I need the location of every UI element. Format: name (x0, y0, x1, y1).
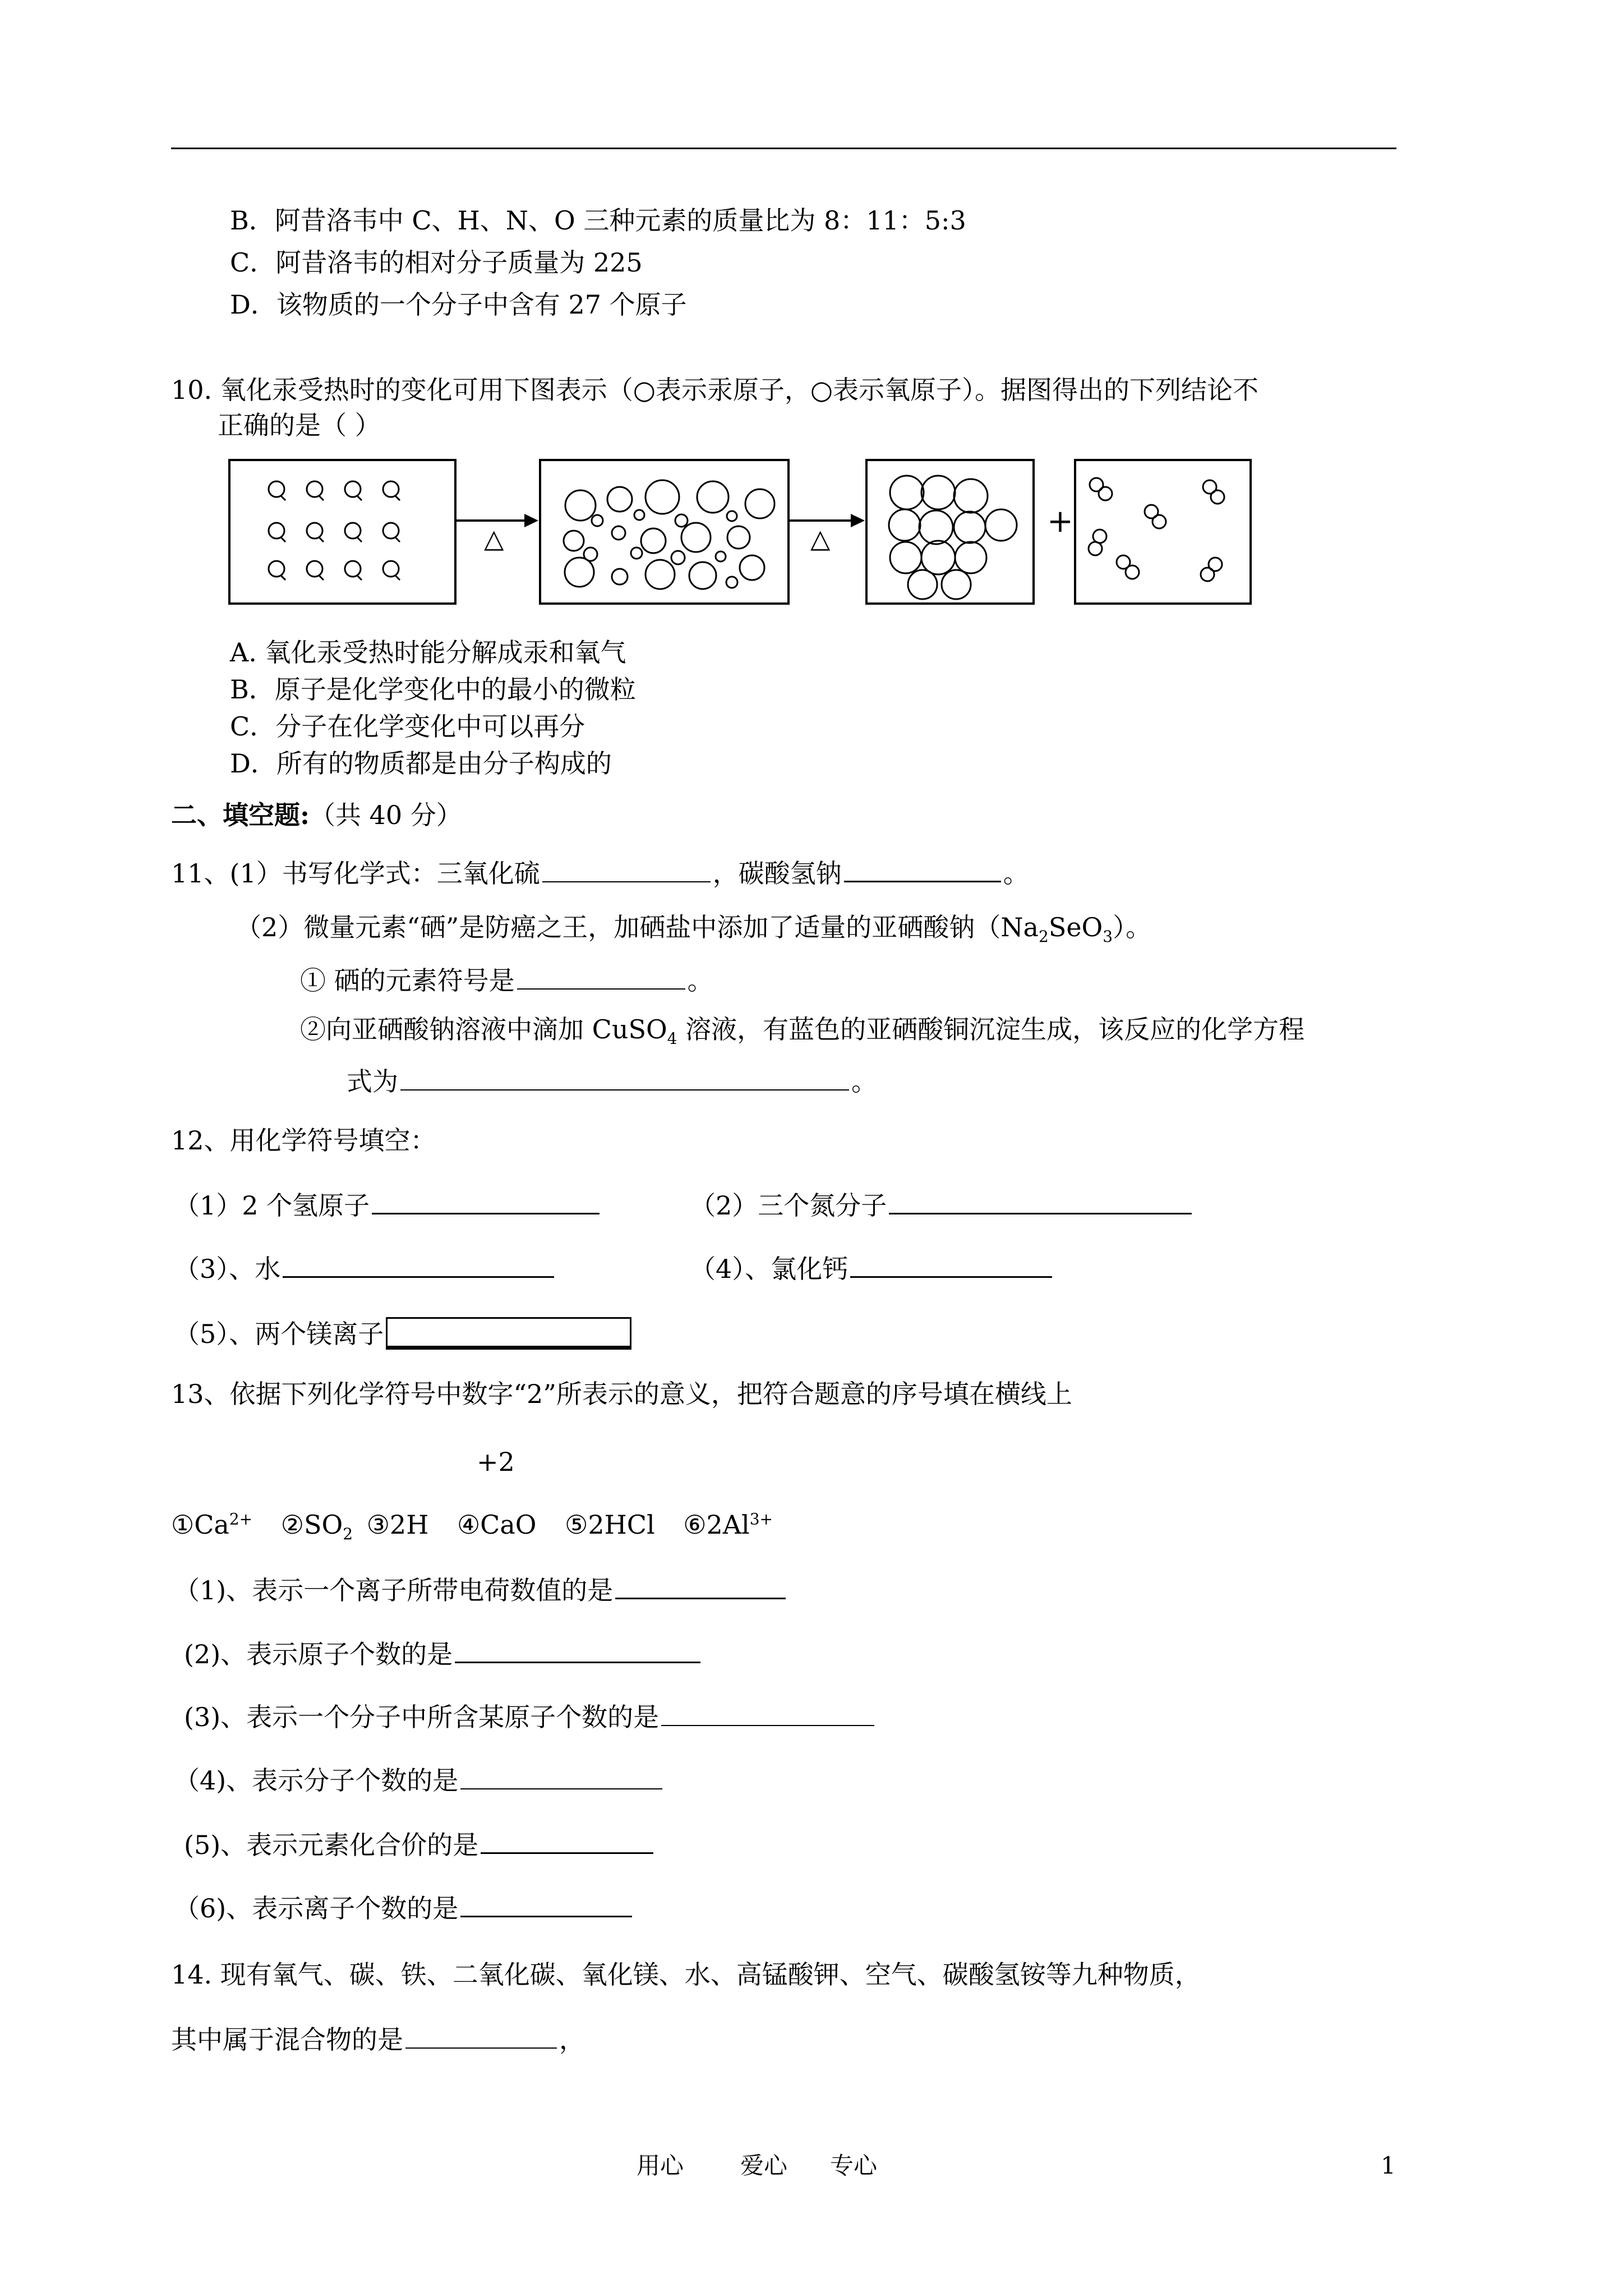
q11-subscript-4: 4 (667, 1029, 677, 1048)
section-score: （共 40 分） (309, 800, 462, 830)
q12-item2-label: （2）三个氮分子 (690, 1190, 887, 1221)
formula-2: ②SO (280, 1510, 343, 1540)
diagram-box-3 (866, 460, 1034, 604)
q11-part2-formula: SeO (1048, 912, 1103, 942)
footer-left: 用心 (637, 2152, 684, 2179)
answer-blank-mixtures[interactable] (405, 2025, 557, 2049)
q12-item5 (174, 1317, 631, 1350)
formula-1-charge: 2+ (229, 1510, 253, 1529)
plus-sign: + (1047, 503, 1073, 540)
answer-blank-equation[interactable] (400, 1067, 849, 1091)
q11-part1-end: 。 (1003, 858, 1029, 889)
q11-sub1 (300, 965, 713, 996)
answer-blank-so3[interactable] (542, 859, 711, 882)
q13-item5-label: (5)、表示元素化合价的是 (184, 1830, 479, 1860)
answer-blank-q13-6[interactable] (460, 1893, 632, 1917)
answer-blank-q13-1[interactable] (615, 1575, 786, 1599)
diagram-box-2 (540, 460, 789, 604)
formula-6: ⑥2Al (683, 1510, 750, 1540)
footer-mid: 爱心 (740, 2152, 788, 2179)
q11-subscript-2: 2 (1038, 927, 1049, 946)
q13-item6 (174, 1893, 634, 1924)
q12-item4 (690, 1254, 1054, 1282)
q13-item3 (184, 1703, 877, 1730)
q11-part1-text: 11、(1）书写化学式：三氧化硫 (171, 858, 540, 889)
answer-blank-nahco3[interactable] (844, 858, 1001, 882)
q14-line2-text: 其中属于混合物的是 (171, 2024, 403, 2055)
q10-stem-line2: 正确的是（ ） (218, 410, 381, 440)
answer-blank-q13-4[interactable] (460, 1766, 662, 1789)
q12-title: 12、用化学符号填空： (171, 1125, 436, 1156)
answer-blank-water[interactable] (283, 1254, 554, 1278)
q11-sub2-text: ②向亚硒酸钠溶液中滴加 CuSO (300, 1014, 667, 1045)
q11-part2-end: ）。 (1113, 912, 1152, 942)
q9-option-d: D．该物质的一个分子中含有 27 个原子 (230, 289, 687, 320)
q13-item4 (174, 1765, 665, 1796)
q13-item3-label: (3)、表示一个分子中所含某原子个数的是 (184, 1702, 660, 1732)
q11-part1-text2: ，碳酸氢钠 (712, 858, 842, 889)
q14-line2 (171, 2025, 585, 2053)
answer-blank-q13-2[interactable] (455, 1639, 700, 1663)
header-rule (171, 148, 1396, 149)
q12-item1 (174, 1190, 602, 1221)
footer-right: 专心 (830, 2152, 878, 2179)
formula-5: ⑤2HCl (565, 1510, 655, 1540)
mercury-oxide-diagram (227, 458, 1253, 609)
q11-sub2 (300, 1014, 1305, 1048)
q11-sub2-text2: 溶液，有蓝色的亚硒酸铜沉淀生成，该反应的化学方程 (677, 1014, 1305, 1045)
q13-item1 (174, 1575, 788, 1603)
formula-3: ③2H (366, 1510, 429, 1540)
q11-sub2-text3: 式为 (347, 1066, 398, 1097)
answer-blank-2h[interactable] (372, 1190, 600, 1214)
q11-sub1-text: ① 硒的元素符号是 (300, 965, 515, 996)
q9-option-b: B．阿昔洛韦中 C、H、N、O 三种元素的质量比为 8：11：5:3 (230, 205, 966, 236)
q10-stem-line1: 10. 氧化汞受热时的变化可用下图表示（○表示汞原子，○表示氧原子）。据图得出的下列结论不 (171, 375, 1259, 405)
q13-title: 13、依据下列化学符号中数字“2”所表示的意义，把符合题意的序号填在横线上 (171, 1379, 1072, 1409)
q12-item3-label: （3）、水 (174, 1254, 281, 1284)
section-heading (171, 802, 462, 828)
q11-sub1-end: 。 (687, 965, 713, 996)
q12-item2 (690, 1190, 1194, 1221)
q13-item1-label: （1)、表示一个离子所带电荷数值的是 (174, 1575, 614, 1605)
section-title: 二、填空题: (171, 800, 310, 830)
q13-item2-label: (2)、表示原子个数的是 (184, 1639, 453, 1669)
q13-item4-label: （4)、表示分子个数的是 (174, 1765, 459, 1796)
q13-formulas (171, 1510, 773, 1544)
answer-blank-3n2[interactable] (889, 1190, 1192, 1214)
q11-part2-text: （2）微量元素“硒”是防癌之王，加硒盐中添加了适量的亚硒酸钠（Na (236, 912, 1039, 942)
q13-item2 (184, 1639, 703, 1667)
q12-item5-label: （5）、两个镁离子 (174, 1319, 384, 1349)
q11-sub2-end: 。 (851, 1066, 877, 1097)
formula-6-charge: 3+ (749, 1510, 773, 1529)
q14-line2-comma: ， (559, 2024, 585, 2055)
q13-item6-label: （6)、表示离子个数的是 (174, 1893, 459, 1924)
q12-item1-label: （1）2 个氢原子 (174, 1190, 370, 1221)
q11-sub2-line2 (347, 1066, 877, 1097)
answer-blank-se-symbol[interactable] (517, 966, 685, 990)
heat-symbol-1: △ (484, 523, 504, 554)
q12-item3 (174, 1254, 556, 1282)
answer-blank-q13-5[interactable] (481, 1830, 653, 1854)
q11-part1 (171, 858, 1029, 889)
q9-option-c: C．阿昔洛韦的相对分子质量为 225 (230, 247, 643, 278)
q10-option-b: B．原子是化学变化中的最小的微粒 (230, 674, 636, 705)
diagram-box-1 (229, 460, 455, 604)
page-number: 1 (1381, 2152, 1396, 2179)
heat-symbol-2: △ (810, 523, 831, 554)
q14-line1: 14. 现有氧气、碳、铁、二氧化碳、氧化镁、水、高锰酸钾、空气、碳酸氢铵等九种物质， (171, 1959, 1201, 1990)
diagram-box-4 (1075, 460, 1251, 604)
q10-option-c: C．分子在化学变化中可以再分 (230, 711, 585, 742)
q10-option-d: D．所有的物质都是由分子构成的 (230, 748, 612, 779)
formula-1: ①Ca (171, 1510, 229, 1540)
q10-option-a: A. 氧化汞受热时能分解成汞和氧气 (230, 637, 626, 668)
formula-4: ④CaO (457, 1510, 537, 1540)
q12-item4-label: （4）、氯化钙 (690, 1254, 849, 1284)
q11-part2 (236, 912, 1152, 946)
answer-blank-cacl2[interactable] (850, 1254, 1052, 1278)
q13-valence-label: +2 (477, 1447, 515, 1477)
answer-blank-q13-3[interactable] (661, 1703, 874, 1726)
q11-subscript-3: 3 (1103, 927, 1113, 946)
formula-2-subscript: 2 (343, 1525, 353, 1544)
answer-box-mg-ions[interactable] (386, 1317, 631, 1350)
q13-item5 (184, 1830, 656, 1858)
